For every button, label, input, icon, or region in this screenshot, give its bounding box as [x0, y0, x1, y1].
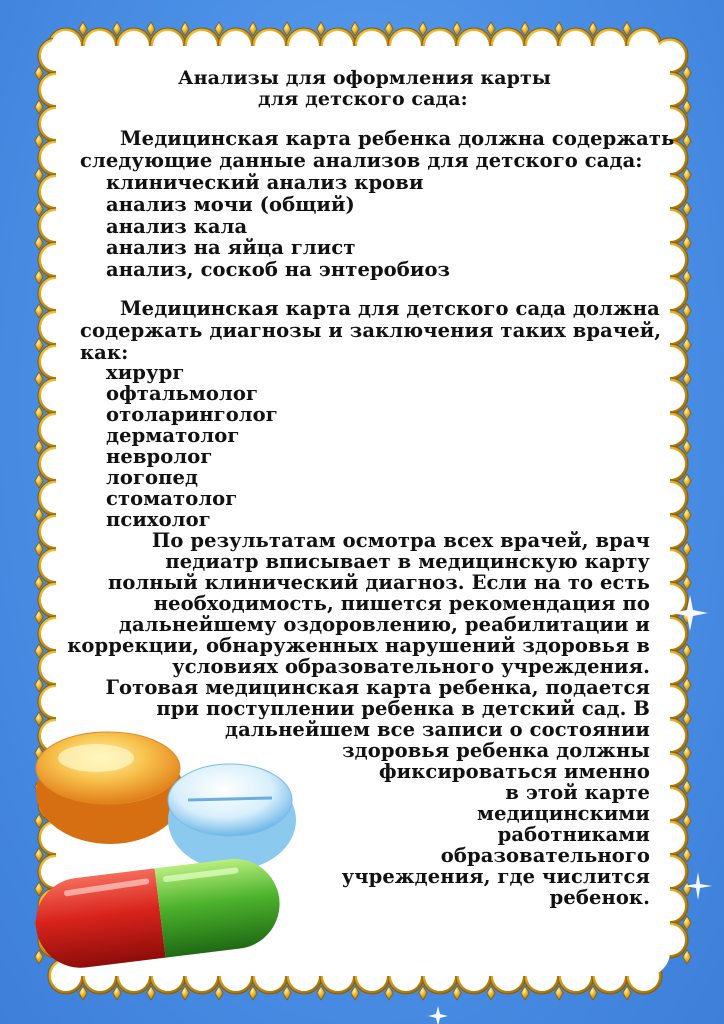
analysis-item: анализ, соскоб на энтеробиоз: [106, 258, 451, 281]
title-line-1: Анализы для оформления карты: [178, 67, 552, 89]
analysis-item: анализ на яйца глист: [106, 236, 356, 259]
section2-intro-line-3: как:: [80, 341, 129, 364]
analysis-item: анализ кала: [106, 215, 248, 238]
doctor-item: отоларинголог: [106, 403, 278, 426]
doctor-item: логопед: [106, 466, 199, 489]
conclusion-line: Готовая медицинская карта ребенка, подается: [105, 676, 650, 699]
conclusion-line: фиксироваться именно: [378, 760, 650, 783]
red-green-capsule-icon: [31, 854, 285, 973]
conclusion-line: коррекции, обнаруженных нарушений здоровья в: [67, 634, 650, 657]
blue-tablet-icon: [168, 764, 296, 870]
section1-intro-line-2: следующие данные анализов для детского сада:: [80, 149, 643, 172]
doctor-item: стоматолог: [106, 487, 238, 510]
doctor-item: психолог: [106, 508, 211, 531]
orange-tablet-icon: [36, 732, 184, 844]
doctor-item: дерматолог: [106, 424, 240, 447]
conclusion-line: медицинскими: [477, 802, 650, 825]
section1-intro-line-1: Медицинская карта ребенка должна содержать: [120, 127, 675, 150]
section2-intro-line-1: Медицинская карта для детского сада должна: [120, 297, 660, 320]
conclusion-line: По результатам осмотра всех врачей, врач: [151, 529, 650, 552]
conclusion-line: в этой карте: [505, 781, 650, 804]
conclusion-line: при поступлении ребенка в детский сад. В: [156, 697, 650, 720]
conclusion-line: работниками: [497, 823, 650, 846]
doctor-item: хирург: [106, 361, 185, 384]
conclusion-line: здоровья ребенка должны: [342, 739, 650, 762]
conclusion-line: учреждения, где числится: [341, 865, 650, 888]
conclusion-line: дальнейшем все записи о состоянии: [225, 718, 650, 741]
doctor-item: невролог: [106, 445, 213, 468]
conclusion-line: ребенок.: [549, 886, 650, 909]
title-line-2: для детского сада:: [258, 88, 468, 110]
section2-intro-line-2: содержать диагнозы и заключения таких врачей,: [80, 319, 662, 342]
doctor-item: офтальмолог: [106, 382, 259, 405]
conclusion-line: условиях образовательного учреждения.: [172, 655, 650, 678]
conclusion-line: необходимость, пишется рекомендация по: [153, 592, 650, 615]
analysis-item: анализ мочи (общий): [106, 193, 355, 216]
analysis-item: клинический анализ крови: [106, 171, 424, 194]
conclusion-line: дальнейшему оздоровлению, реабилитации и: [118, 613, 650, 636]
conclusion-line: полный клинический диагноз. Если на то есть: [107, 571, 650, 594]
conclusion-line: педиатр вписывает в медицинскую карту: [165, 550, 650, 573]
conclusion-line: образовательного: [440, 844, 650, 867]
